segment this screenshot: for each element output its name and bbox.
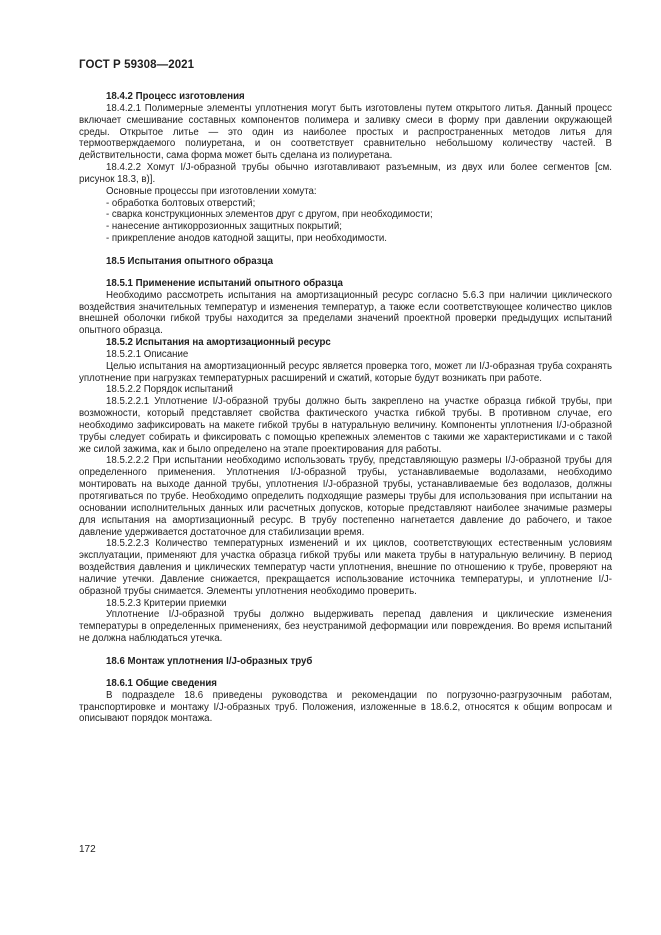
list-item: - сварка конструкционных элементов друг с другом, при необходимости; [106, 209, 433, 221]
paragraph-18-5-2-3: Уплотнение I/J-образной трубы должно выдерживать перепад давления и циклические изменения температуры в определенных применениях, без неустранимой деформации или повреждения. Во время испытаний не должна наблюдаться утечка. [79, 609, 612, 645]
standard-header: ГОСТ Р 59308—2021 [79, 59, 195, 71]
subheading-18-5-2-1: 18.5.2.1 Описание [106, 348, 189, 360]
subheading-18-5-2-3: 18.5.2.3 Критерии приемки [106, 597, 227, 609]
paragraph-18-5-2-2-3: 18.5.2.2.3 Количество температурных изменений и их циклов, соответствующих естественным условиям эксплуатации, применяют для участка образца гибкой трубы или макета трубы в натуральную величину. В период воздействия давления и циклических температур части уплотнения, внешние по отношению к трубе, проверяют на наличие утечки. Давление снижается, прекращается использование источника температуры, и уплотнение I/J-образной трубы снимается. Элементы уплотнения необходимо проверить. [79, 538, 612, 597]
paragraph-18-4-2-2: 18.4.2.2 Хомут I/J-образной трубы обычно изготавливают разъемным, из двух или более сегментов [см. рисунок 18.3, в)]. [79, 162, 612, 185]
section-heading-18-4-2: 18.4.2 Процесс изготовления [106, 91, 245, 102]
list-item: - нанесение антикоррозионных защитных покрытий; [106, 221, 342, 233]
section-heading-18-6: 18.6 Монтаж уплотнения I/J-образных труб [106, 655, 313, 667]
paragraph-18-6-1: В подразделе 18.6 приведены руководства и рекомендации по погрузочно-разгрузочным работам, транспортировке и монтажу I/J-образных труб. Положения, изложенные в 18.6.2, относятся к общим вопросам и описывают порядок монтажа. [79, 689, 612, 725]
section-heading-18-6-1: 18.6.1 Общие сведения [106, 677, 217, 689]
section-heading-18-5-1: 18.5.1 Применение испытаний опытного образца [106, 277, 343, 289]
document-body [79, 91, 612, 725]
paragraph-18-5-1: Необходимо рассмотреть испытания на амортизационный ресурс согласно 5.6.3 при наличии циклического воздействия значительных температур и изменения температур, а также если соответствующее количество циклов внешней оболочки гибкой трубы находится за пределами значений проектной проверки предыдущих испытаний опытного образца. [79, 289, 612, 337]
section-heading-18-5-2: 18.5.2 Испытания на амортизационный ресурс [106, 337, 331, 349]
subheading-18-5-2-2: 18.5.2.2 Порядок испытаний [106, 384, 233, 396]
section-heading-18-5: 18.5 Испытания опытного образца [106, 255, 273, 267]
paragraph-18-5-2-1: Целью испытания на амортизационный ресурс является проверка того, может ли I/J-образная труба сохранять уплотнение при нагрузках температурных расширений и сжатий, которые будут возникать при работе. [79, 360, 612, 384]
paragraph-18-5-2-2-2: 18.5.2.2.2 При испытании необходимо использовать трубу, представляющую размеры I/J-образной трубы для определенного применения. Уплотнения I/J-образной трубы, устанавливаемые водолазами, необходимо монтировать на выходе данной трубы, уплотнения I/J-образной трубы, устанавливаемые без водолазов, должны протягиваться по трубе. Необходимо определить подходящие размеры трубы для использования при испытании на основании исполнительных данных или расчетных допусков, которые представляют наиболее значимые размеры для испытания на амортизационный ресурс. В трубу постепенно нагнетается давление до рабочего, и такое давление удерживается достаточное для стабилизации время. [79, 455, 612, 538]
processes-intro: Основные процессы при изготовлении хомута: [106, 185, 317, 197]
list-item: - обработка болтовых отверстий; [106, 197, 256, 209]
page-number: 172 [79, 844, 96, 855]
paragraph-18-4-2-1: 18.4.2.1 Полимерные элементы уплотнения могут быть изготовлены путем открытого литья. Данный процесс включает смешивание составных компонентов полимера и заливку смеси в форму при давлении окружающей среды. Открытое литье — это один из наиболее простых и распространенных методов литья для термоотверждаемого полиуретана, и он соответствует сравнительно небольшому количеству частей. В действительности, сама форма может быть сделана из полиуретана. [79, 102, 612, 162]
list-item: - прикрепление анодов катодной защиты, при необходимости. [106, 233, 388, 245]
paragraph-18-5-2-2-1: 18.5.2.2.1 Уплотнение I/J-образной трубы должно быть закреплено на участке образца гибкой трубы, при возможности, который представляет свойства фактического участка гибкой трубы. В противном случае, его необходимо зафиксировать на макете гибкой трубы в натуральную величину. Компоненты уплотнения I/J-образной трубы следует собирать и фиксировать с помощью крепежных элементов с такими же характеристиками и с такой же силой зажима, как и было определено на этапе проектирования для работы. [79, 396, 612, 455]
